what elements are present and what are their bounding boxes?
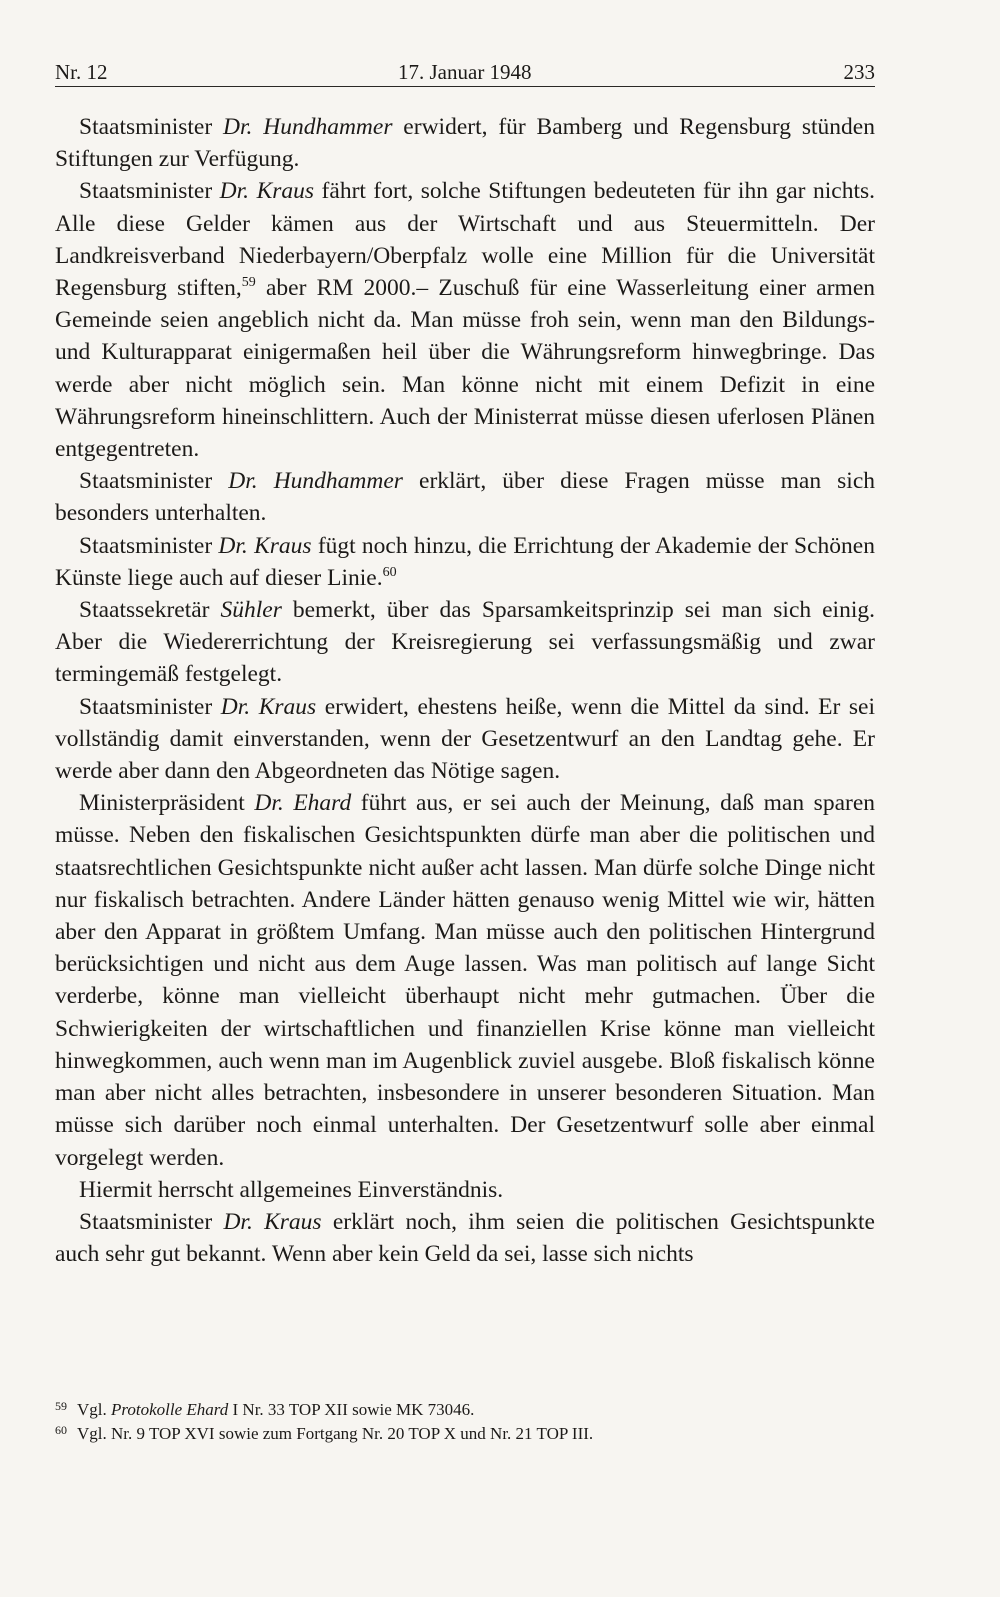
speaker-name: Sühler	[220, 597, 282, 624]
paragraph-6: Staatsminister Dr. Kraus erwidert, ehestens heiße, wenn die Mittel da sind. Er sei vollständig damit einverstanden, wenn der Gesetzentwurf an den Landtag gehe. Er werde aber dann den Abgeordneten das Nötige sagen.	[55, 693, 875, 785]
paragraph-4: Staatsminister Dr. Kraus fügt noch hinzu, die Errichtung der Akademie der Schönen Künste liege auch auf dieser Linie.$^{60}$	[55, 532, 875, 591]
footnote-60: 60 Vgl. Nr. 9 TOP XVI sowie zum Fortgang Nr. 20 TOP X und Nr. 21 TOP III.	[55, 1423, 594, 1443]
speaker-name: Dr. Kraus	[219, 178, 315, 205]
paragraph-2: Staatsminister Dr. Kraus fährt fort, solche Stiftungen bedeuteten für ihn gar nichts. Alle diese Gelder kämen aus der Wirtschaft und aus Steuermitteln. Der Landkreisverband Niederbayern/Oberpfalz wolle eine Million für die Universität Regensburg stiften,$^{59}$ aber RM 2000.– Zuschuß für eine Wasserleitung einer armen Gemeinde seien angeblich nicht da. Man müsse froh sein, wenn man den Bildungs- und Kulturapparat einigermaßen heil über die Währungsreform hinwegbringe. Das werde aber nicht möglich sein. Man könne nicht mit einem Defizit in eine Währungsreform hineinschlittern. Auch der Ministerrat müsse diesen uferlosen Plänen entgegentreten.	[55, 178, 876, 463]
body-text	[55, 111, 875, 1270]
speaker-name: Dr. Hundhammer	[228, 468, 403, 495]
paragraph-3: Staatsminister Dr. Hundhammer erklärt, über diese Fragen müsse man sich besonders unterhalten.	[55, 468, 876, 527]
paragraph-1: Staatsminister Dr. Hundhammer erwidert, für Bamberg und Regensburg stünden Stiftungen zur Verfügung.	[55, 114, 875, 173]
paragraph-8: Hiermit herrscht allgemeines Einverständnis.	[79, 1176, 504, 1203]
paragraph-9: Staatsminister Dr. Kraus erklärt noch, ihm seien die politischen Gesichtspunkte auch sehr gut bekannt. Wenn aber kein Geld da sei, lasse sich nichts	[55, 1208, 875, 1268]
footnote-59: 59 Vgl. Protokolle Ehard I Nr. 33 TOP XII sowie MK 73046.	[55, 1399, 475, 1419]
issue-number: Nr. 12	[55, 60, 108, 84]
page-number: 233	[843, 60, 875, 84]
speaker-name: Dr. Hundhammer	[223, 114, 393, 140]
cited-work: Protokolle Ehard	[111, 1400, 229, 1419]
footnote-ref-59[interactable]: 59	[241, 275, 256, 291]
speaker-name: Dr. Kraus	[220, 693, 317, 720]
speaker-name: Dr. Ehard	[254, 790, 352, 817]
speaker-name: Dr. Kraus	[223, 1208, 322, 1235]
header-date: 17. Januar 1948	[398, 60, 532, 84]
footnotes	[55, 1398, 875, 1446]
speaker-name: Dr. Kraus	[218, 532, 312, 559]
footnote-ref-60[interactable]: 60	[382, 564, 397, 580]
paragraph-5: Staatssekretär Sühler bemerkt, über das Sparsamkeitsprinzip sei man sich einig. Aber die Wiedererrichtung der Kreisregierung sei verfassungsmäßig und zwar termingemäß festgelegt.	[55, 597, 875, 688]
running-header	[55, 52, 875, 87]
page	[55, 52, 875, 1270]
paragraph-7: Ministerpräsident Dr. Ehard führt aus, er sei auch der Meinung, daß man sparen müsse. Neben den fiskalischen Gesichtspunkten dürfe man aber die politischen und staatsrechtlichen Gesichtspunkte nicht außer acht lassen. Man dürfe solche Dinge nicht nur fiskalisch betrachten. Andere Länder hätten genauso wenig Mittel wie wir, hätten aber den Apparat in größtem Umfang. Man müsse auch den politischen Hintergrund berücksichtigen und nicht aus dem Auge lassen. Was man politisch auf lange Sicht verderbe, könne man vielleicht überhaupt nicht mehr gutmachen. Über die Schwierigkeiten der wirtschaftlichen und finanziellen Krise könne man vielleicht hinwegkommen, auch wenn man im Augenblick zuviel ausgebe. Bloß fiskalisch könne man aber nicht alles betrachten, insbesondere in unserer besonderen Situation. Man müsse sich darüber noch einmal unterhalten. Der Gesetzentwurf solle aber einmal vorgelegt werden.	[55, 790, 876, 1171]
